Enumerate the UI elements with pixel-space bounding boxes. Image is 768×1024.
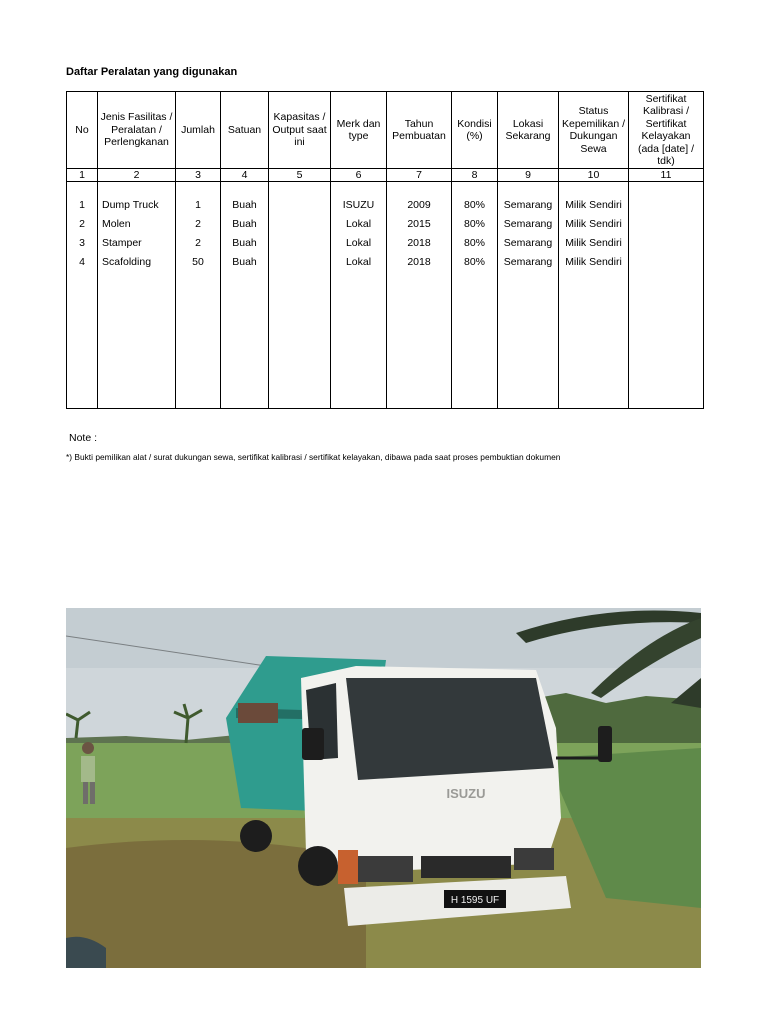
cell-status: Milik Sendiri	[565, 218, 622, 230]
cell-no: 4	[79, 256, 85, 268]
cell-cert	[630, 253, 702, 272]
cell-name: Scafolding	[102, 256, 152, 268]
cell-condition: 80%	[463, 237, 485, 249]
col-status	[559, 182, 629, 409]
cell-year: 2015	[407, 218, 431, 230]
truck-front-wheel	[298, 846, 338, 886]
cell-year: 2009	[407, 199, 431, 211]
truck-grille	[421, 856, 511, 878]
col-name	[98, 182, 176, 409]
col-brand	[331, 182, 387, 409]
cell-status: Milik Sendiri	[565, 199, 622, 211]
header-cell: Merk dan type	[331, 92, 387, 169]
equipment-body-row	[67, 182, 704, 409]
truck-indicator	[338, 850, 358, 884]
cell-year: 2018	[407, 237, 431, 249]
cell-qty: 50	[192, 256, 204, 268]
cell-capacity	[270, 196, 329, 215]
col-cert	[629, 182, 704, 409]
col-year	[387, 182, 452, 409]
truck-rear-wheel	[240, 820, 272, 852]
truck-windshield	[346, 678, 554, 780]
cell-brand: Lokal	[345, 237, 372, 249]
column-number: 5	[269, 169, 331, 182]
column-number: 3	[176, 169, 221, 182]
truck-right-mirror	[598, 726, 612, 762]
col-condition	[452, 182, 498, 409]
cell-name: Molen	[102, 218, 131, 230]
column-number: 1	[67, 169, 98, 182]
cell-unit: Buah	[232, 218, 257, 230]
cell-cert	[630, 234, 702, 253]
person-leg	[90, 782, 95, 804]
header-cell: Status Kepemilikan / Dukungan Sewa	[559, 92, 629, 169]
cell-condition: 80%	[463, 256, 485, 268]
column-number: 2	[98, 169, 176, 182]
header-row	[67, 92, 704, 169]
cell-status: Milik Sendiri	[565, 256, 622, 268]
header-cell: Satuan	[221, 92, 269, 169]
column-number-row	[67, 169, 704, 182]
cell-no: 3	[79, 237, 85, 249]
header-cell: No	[67, 92, 98, 169]
column-number: 9	[498, 169, 559, 182]
truck-bed-load	[238, 703, 278, 723]
header-cell: Kondisi (%)	[452, 92, 498, 169]
cell-brand: ISUZU	[342, 199, 375, 211]
license-plate-text: H 1595 UF	[450, 895, 500, 906]
person-shirt	[81, 756, 95, 782]
cell-qty: 2	[195, 237, 201, 249]
cell-no: 2	[79, 218, 85, 230]
cell-name: Dump Truck	[102, 199, 159, 211]
column-number: 8	[452, 169, 498, 182]
cell-capacity	[270, 215, 329, 234]
header-cell: Tahun Pembuatan	[387, 92, 452, 169]
column-number: 6	[331, 169, 387, 182]
truck-left-mirror	[302, 728, 324, 760]
header-cell: Jenis Fasilitas / Peralatan / Perlengkanan	[98, 92, 176, 169]
cell-cert	[630, 196, 702, 215]
equipment-table	[66, 91, 704, 409]
cell-condition: 80%	[463, 199, 485, 211]
cell-location: Semarang	[503, 237, 553, 249]
dump-truck-photo	[66, 608, 701, 968]
cell-location: Semarang	[503, 199, 553, 211]
cell-unit: Buah	[232, 199, 257, 211]
cell-location: Semarang	[503, 256, 553, 268]
column-number: 10	[559, 169, 629, 182]
cell-brand: Lokal	[345, 218, 372, 230]
cell-condition: 80%	[463, 218, 485, 230]
col-no	[67, 182, 98, 409]
document-title: Daftar Peralatan yang digunakan	[66, 66, 238, 78]
header-cell: Lokasi Sekarang	[498, 92, 559, 169]
cell-unit: Buah	[232, 237, 257, 249]
cell-no: 1	[79, 199, 85, 211]
cell-qty: 2	[195, 218, 201, 230]
col-location	[498, 182, 559, 409]
header-cell: Sertifikat Kalibrasi / Sertifikat Kelayakan (ada [date] / tdk)	[629, 92, 704, 169]
note-label: Note :	[69, 432, 98, 444]
cell-capacity	[270, 253, 329, 272]
col-qty	[176, 182, 221, 409]
cell-status: Milik Sendiri	[565, 237, 622, 249]
cell-brand: Lokal	[345, 256, 372, 268]
truck-left-headlight	[358, 856, 413, 882]
person-head	[82, 742, 94, 754]
cell-capacity	[270, 234, 329, 253]
header-cell: Jumlah	[176, 92, 221, 169]
column-number: 4	[221, 169, 269, 182]
col-unit	[221, 182, 269, 409]
cell-qty: 1	[195, 199, 201, 211]
cell-unit: Buah	[232, 256, 257, 268]
truck-right-headlight	[514, 848, 554, 870]
header-cell: Kapasitas / Output saat ini	[269, 92, 331, 169]
truck-brand-text: ISUZU	[446, 786, 486, 801]
person-leg	[83, 782, 88, 804]
cell-name: Stamper	[102, 237, 142, 249]
cell-year: 2018	[407, 256, 431, 268]
footnote: *) Bukti pemilikan alat / surat dukungan sewa, sertifikat kalibrasi / sertifikat kelayakan, dibawa pada saat proses pembuktian dokumen	[66, 452, 561, 462]
column-number: 11	[629, 169, 704, 182]
truck-photo-illustration	[66, 608, 701, 968]
cell-cert	[630, 215, 702, 234]
col-capacity	[269, 182, 331, 409]
column-number: 7	[387, 169, 452, 182]
cell-location: Semarang	[503, 218, 553, 230]
